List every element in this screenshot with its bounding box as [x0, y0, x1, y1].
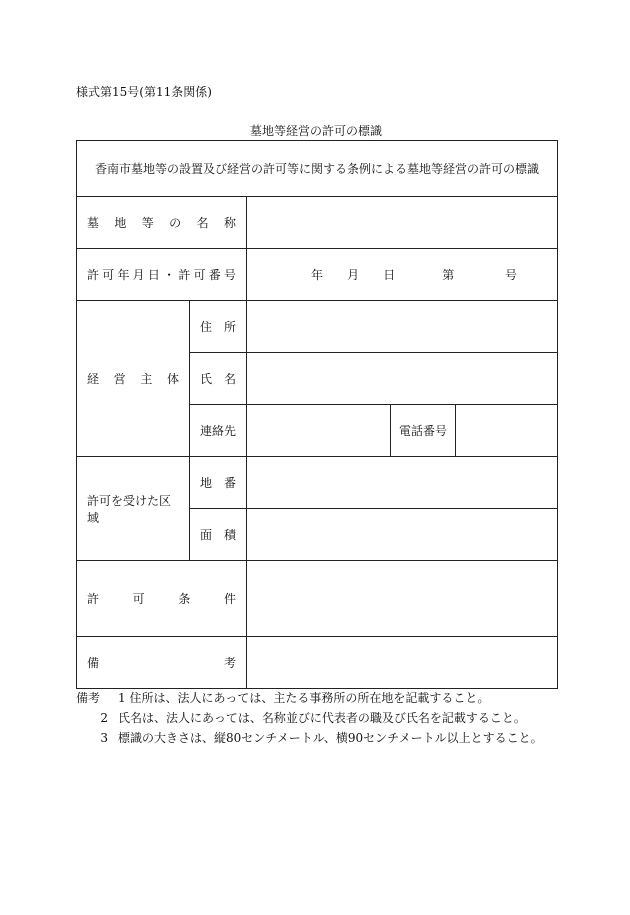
permitted-area-label: 許可を受けた区域: [77, 457, 190, 561]
lot-number-field[interactable]: [247, 457, 558, 509]
note-item-3: [76, 728, 543, 748]
document-title: 墓地等経営の許可の標識: [249, 124, 382, 138]
notes-prefix: 備考: [76, 691, 101, 705]
address-field[interactable]: [247, 301, 558, 353]
operator-label-text: 経 営 主 体: [87, 372, 179, 386]
permit-conditions-label: 許 可 条 件: [77, 561, 247, 637]
note-number: 3: [100, 731, 108, 745]
contact-label: 連 絡 先: [190, 405, 247, 457]
permit-sign-table: [76, 140, 558, 689]
phone-field[interactable]: [456, 405, 558, 457]
date-parts: 年 月 日 第 号: [311, 268, 518, 282]
facility-name-field[interactable]: [247, 197, 558, 249]
phone-label: 電話番号: [391, 405, 456, 457]
permit-date-number-label-text: 許 可 年 月 日 ・ 許 可 番 号: [87, 268, 236, 282]
note-text: 標識の大きさは、縦80センチメートル、横90センチメートル以上とすること。: [118, 731, 543, 745]
note-text: 住所は、法人にあっては、主たる事務所の所在地を記載すること。: [129, 691, 490, 705]
form-number: 様式第15号(第11条関係): [76, 85, 212, 99]
area-size-label: 面 積: [190, 509, 247, 561]
contact-field[interactable]: [247, 405, 391, 457]
facility-name-label: [77, 197, 247, 249]
note-item-2: [76, 708, 543, 728]
permit-date-number-field[interactable]: [247, 249, 558, 301]
person-name-label: 氏 名: [190, 353, 247, 405]
person-name-field[interactable]: [247, 353, 558, 405]
table-header: 香南市墓地等の設置及び経営の許可等に関する条例による墓地等経営の許可の標識: [77, 141, 558, 197]
lot-number-label: 地 番: [190, 457, 247, 509]
note-number: 1: [118, 691, 126, 705]
area-size-field[interactable]: [247, 509, 558, 561]
permit-conditions-field[interactable]: [247, 561, 558, 637]
note-text: 氏名は、法人にあっては、名称並びに代表者の職及び氏名を記載すること。: [118, 711, 526, 725]
note-number: 2: [100, 711, 108, 725]
operator-label: [77, 301, 190, 457]
remarks-label: 備 考: [77, 637, 247, 689]
notes: [76, 688, 543, 748]
facility-name-label-text: 墓 地 等 の 名 称: [87, 216, 236, 230]
note-item-1: [76, 688, 543, 708]
remarks-field[interactable]: [247, 637, 558, 689]
address-label: 住 所: [190, 301, 247, 353]
permit-date-number-label: [77, 249, 247, 301]
